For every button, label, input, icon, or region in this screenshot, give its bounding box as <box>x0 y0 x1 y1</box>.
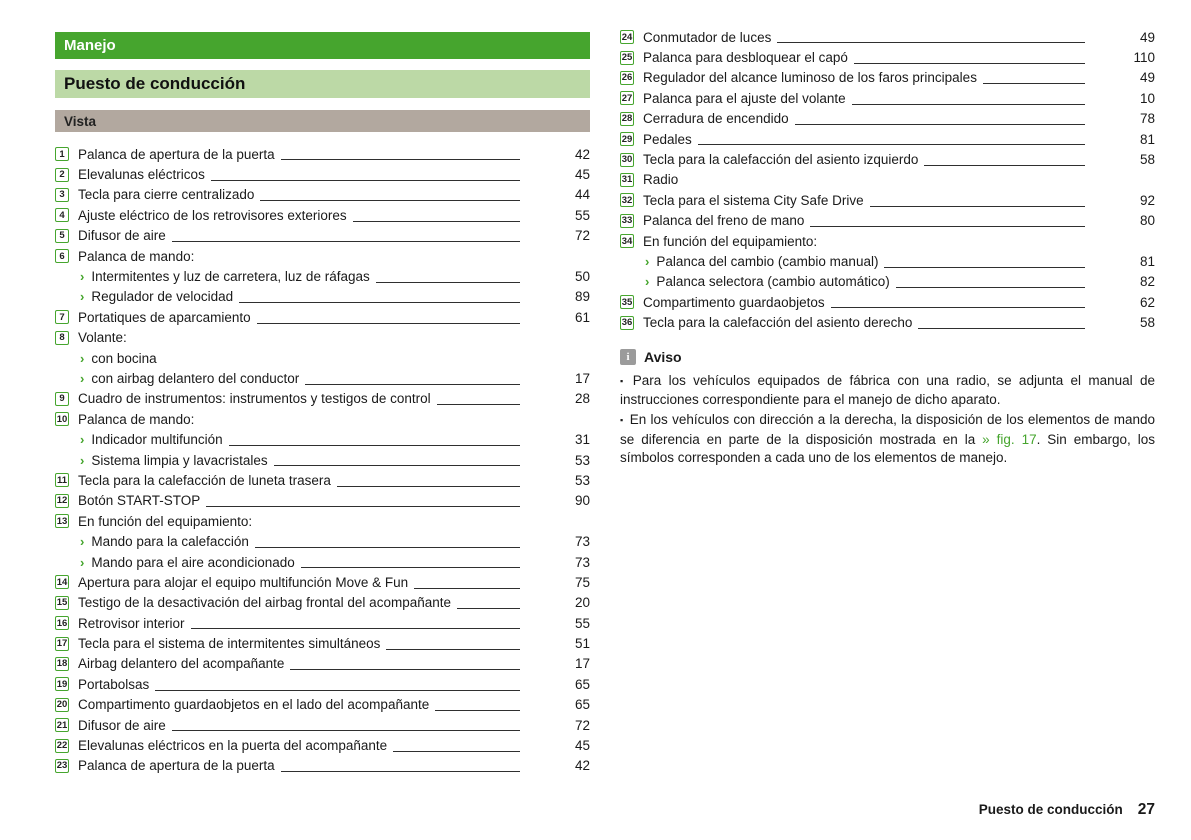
item-number-box: 21 <box>56 719 68 731</box>
item-page-number: 81 <box>1139 253 1155 269</box>
item-label: Pedales <box>643 131 692 147</box>
leader-line <box>924 165 1085 166</box>
item-page-number: 51 <box>574 636 590 652</box>
item-page-number: 62 <box>1139 294 1155 310</box>
item-number-box: 19 <box>56 678 68 690</box>
item-label: Palanca del cambio (cambio manual) <box>656 253 879 269</box>
item-label: Elevalunas eléctricos <box>78 167 205 183</box>
toc-list-right <box>620 27 1155 333</box>
leader-line <box>274 465 520 466</box>
leader-line <box>281 771 520 772</box>
item-page-number: 44 <box>574 187 590 203</box>
item-page-number: 110 <box>1133 50 1155 66</box>
toc-item <box>620 312 1155 332</box>
item-number-box: 15 <box>56 597 68 609</box>
item-page-number: 65 <box>574 697 590 713</box>
toc-item <box>620 211 1155 231</box>
notice-section <box>620 349 1155 468</box>
item-label: Elevalunas eléctricos en la puerta del acompañante <box>78 738 388 754</box>
item-label: Indicador multifunción <box>91 432 223 448</box>
item-label: En función del equipamiento: <box>78 513 253 529</box>
item-number-box: 4 <box>55 208 69 222</box>
item-page-number: 58 <box>1139 152 1155 168</box>
item-page-number: 55 <box>574 207 590 223</box>
item-label: Ajuste eléctrico de los retrovisores exteriores <box>78 207 347 223</box>
toc-item <box>55 226 590 246</box>
item-label: Radio <box>643 172 679 188</box>
item-page-number: 45 <box>574 167 590 183</box>
toc-subitem <box>55 266 590 286</box>
item-page-number: 72 <box>574 717 590 733</box>
item-number-box: 12 <box>56 495 68 507</box>
item-number-box: 25 <box>621 52 633 64</box>
item-label: Compartimento guardaobjetos <box>643 294 825 310</box>
item-label: Palanca selectora (cambio automático) <box>656 274 890 290</box>
leader-line <box>870 206 1085 207</box>
toc-item <box>55 185 590 205</box>
toc-subitem <box>55 531 590 551</box>
item-label: Sistema limpia y lavacristales <box>91 452 268 468</box>
toc-item <box>620 190 1155 210</box>
footer-chapter-label: Puesto de conducción <box>978 802 1123 817</box>
leader-line <box>257 323 520 324</box>
subsection-title: Vista <box>64 113 97 129</box>
leader-line <box>376 282 520 283</box>
toc-item <box>55 164 590 184</box>
toc-item <box>55 491 590 511</box>
toc-item <box>55 613 590 633</box>
leader-line <box>281 159 520 160</box>
chevron-right-icon: › <box>80 534 85 550</box>
toc-item <box>55 389 590 409</box>
toc-item <box>55 756 590 776</box>
item-number-box: 8 <box>55 331 69 345</box>
item-page-number: 31 <box>574 432 590 448</box>
subsection-header-bar <box>55 110 590 132</box>
toc-item <box>55 328 590 348</box>
toc-item <box>55 695 590 715</box>
item-page-number: 89 <box>574 289 590 305</box>
toc-item <box>620 47 1155 67</box>
item-label: Palanca de apertura de la puerta <box>78 146 275 162</box>
item-number-box: 7 <box>55 310 69 324</box>
toc-item <box>620 27 1155 47</box>
item-page-number: 73 <box>574 554 590 570</box>
leader-line <box>155 690 520 691</box>
toc-subitem <box>620 251 1155 271</box>
item-number-box: 26 <box>621 72 633 84</box>
item-page-number: 17 <box>574 656 590 672</box>
item-label: Testigo de la desactivación del airbag frontal del acompañante <box>78 595 451 611</box>
toc-subitem <box>620 272 1155 292</box>
item-page-number: 28 <box>574 391 590 407</box>
item-number-box: 32 <box>621 194 633 206</box>
notice-text: En los vehículos con dirección a la derecha, la disposición de los elementos de mando se diferencia en parte de la disposición mostrada en la <box>620 412 1155 447</box>
toc-subitem <box>55 287 590 307</box>
item-page-number: 49 <box>1139 29 1155 45</box>
toc-item <box>620 68 1155 88</box>
item-page-number: 75 <box>574 574 590 590</box>
toc-item <box>55 409 590 429</box>
leader-line <box>831 307 1085 308</box>
toc-item <box>55 735 590 755</box>
notice-body <box>620 372 1155 468</box>
item-label: Compartimento guardaobjetos en el lado del acompañante <box>78 697 430 713</box>
item-page-number: 55 <box>574 615 590 631</box>
toc-item <box>620 149 1155 169</box>
bullet-square-icon: ▪ <box>620 375 627 386</box>
item-number-box: 31 <box>621 174 633 186</box>
item-number-box: 16 <box>56 617 68 629</box>
leader-line <box>191 628 520 629</box>
chevron-right-icon: › <box>80 370 85 386</box>
toc-item <box>55 246 590 266</box>
item-page-number: 58 <box>1139 315 1155 331</box>
toc-item <box>620 231 1155 251</box>
toc-item <box>55 205 590 225</box>
item-label: Regulador del alcance luminoso de los faros principales <box>643 70 977 86</box>
chevron-right-icon: › <box>80 269 85 285</box>
item-number-box: 1 <box>55 147 69 161</box>
leader-line <box>353 221 520 222</box>
leader-line <box>239 302 520 303</box>
item-label: Tecla para la calefacción del asiento izquierdo <box>643 152 919 168</box>
leader-line <box>435 710 520 711</box>
toc-item <box>55 674 590 694</box>
item-label: Regulador de velocidad <box>91 289 234 305</box>
leader-line <box>414 588 520 589</box>
item-number-box: 17 <box>56 638 68 650</box>
leader-line <box>172 730 520 731</box>
item-page-number: 65 <box>574 676 590 692</box>
item-label: Botón START-STOP <box>78 493 201 509</box>
item-page-number: 53 <box>574 452 590 468</box>
item-number-box: 18 <box>56 658 68 670</box>
leader-line <box>918 328 1085 329</box>
item-page-number: 49 <box>1139 70 1155 86</box>
item-label: Palanca de mando: <box>78 411 195 427</box>
section-header-bar <box>55 32 590 59</box>
item-number-box: 13 <box>56 515 68 527</box>
toc-subitem <box>55 552 590 572</box>
item-label: Conmutador de luces <box>643 29 772 45</box>
item-label: Tecla para la calefacción de luneta trasera <box>78 472 331 488</box>
chapter-header-bar <box>55 70 590 98</box>
chevron-right-icon: › <box>80 432 85 448</box>
item-number-box: 2 <box>55 168 69 182</box>
leader-line <box>290 669 520 670</box>
leader-line <box>337 486 520 487</box>
item-label: Tecla para el sistema de intermitentes simultáneos <box>78 636 381 652</box>
notice-title: Aviso <box>644 348 682 365</box>
item-page-number: 50 <box>574 269 590 285</box>
item-page-number: 42 <box>574 758 590 774</box>
chevron-right-icon: › <box>645 253 650 269</box>
item-number-box: 33 <box>621 215 633 227</box>
toc-item <box>55 654 590 674</box>
leader-line <box>229 445 520 446</box>
item-number-box: 23 <box>56 760 68 772</box>
item-label: Volante: <box>78 330 127 346</box>
toc-list-left <box>55 144 590 776</box>
item-page-number: 53 <box>574 472 590 488</box>
item-number-box: 24 <box>621 31 633 43</box>
leader-line <box>884 267 1085 268</box>
item-page-number: 72 <box>574 228 590 244</box>
toc-item <box>620 109 1155 129</box>
item-number-box: 5 <box>55 229 69 243</box>
chevron-right-icon: › <box>80 452 85 468</box>
leader-line <box>698 144 1085 145</box>
leader-line <box>211 180 520 181</box>
item-label: Apertura para alojar el equipo multifunción Move & Fun <box>78 574 409 590</box>
toc-item <box>55 307 590 327</box>
leader-line <box>260 200 520 201</box>
item-page-number: 92 <box>1139 192 1155 208</box>
item-number-box: 35 <box>621 296 633 308</box>
item-label: Cerradura de encendido <box>643 111 789 127</box>
item-label: Palanca de apertura de la puerta <box>78 758 275 774</box>
item-label: Palanca para desbloquear el capó <box>643 50 848 66</box>
item-label: En función del equipamiento: <box>643 233 818 249</box>
item-label: Airbag delantero del acompañante <box>78 656 285 672</box>
item-label: con bocina <box>91 350 157 366</box>
right-column <box>620 27 1155 469</box>
toc-item <box>55 633 590 653</box>
item-number-box: 28 <box>621 113 633 125</box>
item-number-box: 22 <box>56 740 68 752</box>
toc-item <box>620 292 1155 312</box>
item-page-number: 17 <box>574 370 590 386</box>
item-number-box: 11 <box>56 474 68 486</box>
item-label: con airbag delantero del conductor <box>91 370 300 386</box>
item-label: Difusor de aire <box>78 717 166 733</box>
item-number-box: 10 <box>56 413 68 425</box>
toc-item <box>620 170 1155 190</box>
page-footer <box>979 801 1155 819</box>
notice-header <box>620 349 1155 365</box>
notice-bullet <box>620 372 1155 410</box>
toc-item <box>55 470 590 490</box>
item-number-box: 36 <box>621 317 633 329</box>
item-page-number: 73 <box>574 534 590 550</box>
item-page-number: 20 <box>574 595 590 611</box>
item-label: Mando para el aire acondicionado <box>91 554 295 570</box>
item-page-number: 10 <box>1139 90 1155 106</box>
item-page-number: 82 <box>1139 274 1155 290</box>
leader-line <box>255 547 520 548</box>
item-number-box: 29 <box>621 133 633 145</box>
item-label: Palanca para el ajuste del volante <box>643 90 846 106</box>
toc-item <box>55 593 590 613</box>
leader-line <box>172 241 520 242</box>
chevron-right-icon: › <box>80 554 85 570</box>
item-label: Cuadro de instrumentos: instrumentos y testigos de control <box>78 391 431 407</box>
chevron-right-icon: › <box>80 289 85 305</box>
item-page-number: 61 <box>574 309 590 325</box>
item-label: Portatiques de aparcamiento <box>78 309 251 325</box>
item-label: Palanca del freno de mano <box>643 213 805 229</box>
item-label: Retrovisor interior <box>78 615 185 631</box>
leader-line <box>301 567 520 568</box>
info-icon: i <box>620 349 636 365</box>
item-label: Tecla para el sistema City Safe Drive <box>643 192 864 208</box>
bullet-square-icon: ▪ <box>620 415 624 426</box>
item-number-box: 6 <box>55 249 69 263</box>
item-number-box: 9 <box>55 392 69 406</box>
toc-item <box>55 572 590 592</box>
item-label: Tecla para la calefacción del asiento derecho <box>643 315 913 331</box>
leader-line <box>206 506 520 507</box>
footer-page-number: 27 <box>1137 801 1155 818</box>
left-column <box>55 32 590 776</box>
leader-line <box>896 287 1085 288</box>
item-page-number: 42 <box>574 146 590 162</box>
leader-line <box>795 124 1085 125</box>
toc-item <box>55 715 590 735</box>
item-label: Palanca de mando: <box>78 248 195 264</box>
chevron-right-icon: › <box>80 350 85 366</box>
item-number-box: 14 <box>56 576 68 588</box>
leader-line <box>810 226 1085 227</box>
item-label: Tecla para cierre centralizado <box>78 187 255 203</box>
item-number-box: 34 <box>621 235 633 247</box>
toc-item <box>620 88 1155 108</box>
item-label: Difusor de aire <box>78 228 166 244</box>
leader-line <box>393 751 520 752</box>
item-page-number: 78 <box>1139 111 1155 127</box>
notice-text: . Sin embargo, los símbolos corresponden a cada uno de los elementos de manejo. <box>620 431 1155 466</box>
notice-text: Para los vehículos equipados de fábrica con una radio, se adjunta el manual de instrucciones correspondiente para el manejo de dicho aparato. <box>620 372 1155 408</box>
item-page-number: 80 <box>1139 213 1155 229</box>
chevron-right-icon: › <box>645 274 650 290</box>
notice-bullet <box>620 411 1155 468</box>
toc-subitem <box>55 368 590 388</box>
toc-subitem <box>55 450 590 470</box>
item-number-box: 20 <box>56 699 68 711</box>
item-page-number: 81 <box>1139 131 1155 147</box>
toc-subitem <box>55 348 590 368</box>
figure-reference-link[interactable]: » fig. 17 <box>982 431 1037 447</box>
item-number-box: 27 <box>621 92 633 104</box>
leader-line <box>457 608 520 609</box>
leader-line <box>437 404 520 405</box>
item-number-box: 3 <box>55 188 69 202</box>
toc-subitem <box>55 429 590 449</box>
toc-item <box>55 144 590 164</box>
leader-line <box>386 649 520 650</box>
leader-line <box>854 63 1085 64</box>
item-label: Portabolsas <box>78 676 150 692</box>
chapter-title: Puesto de conducción <box>64 74 246 93</box>
item-number-box: 30 <box>621 154 633 166</box>
item-page-number: 45 <box>574 738 590 754</box>
item-label: Mando para la calefacción <box>91 534 249 550</box>
leader-line <box>983 83 1085 84</box>
toc-item <box>620 129 1155 149</box>
leader-line <box>777 42 1085 43</box>
leader-line <box>305 384 520 385</box>
item-page-number: 90 <box>574 493 590 509</box>
toc-item <box>55 511 590 531</box>
leader-line <box>852 104 1085 105</box>
item-label: Intermitentes y luz de carretera, luz de ráfagas <box>91 269 370 285</box>
section-title: Manejo <box>64 37 116 54</box>
